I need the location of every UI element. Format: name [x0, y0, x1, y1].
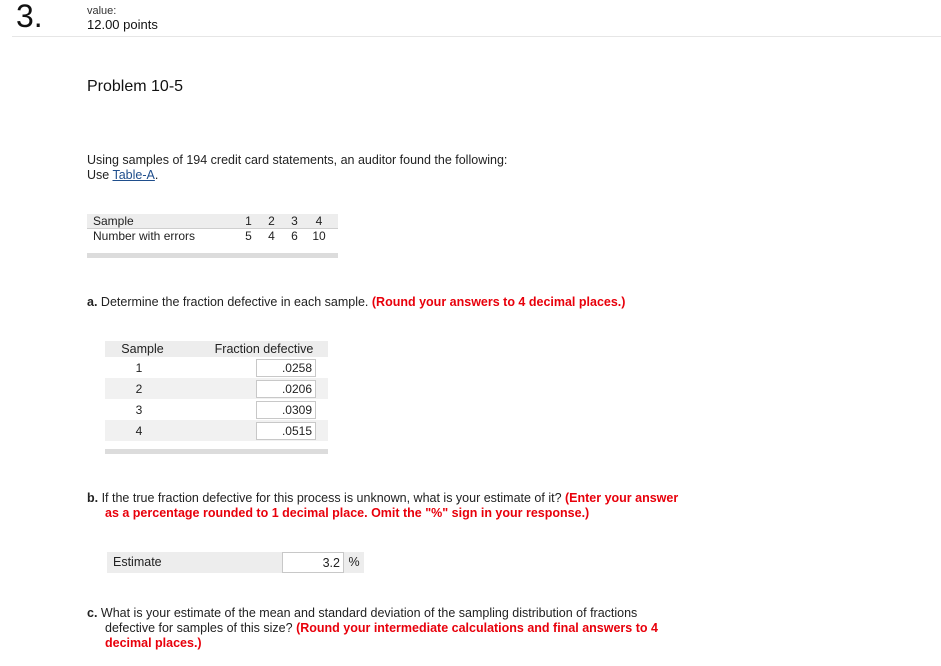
part-b-instruction: (Enter your answer — [565, 491, 679, 505]
part-b-label: b. — [87, 491, 99, 505]
errors-row-label: Number with errors — [93, 229, 196, 243]
errors-cell: 10 — [312, 229, 326, 243]
table-row — [105, 420, 328, 441]
part-b-question — [87, 491, 717, 521]
fraction-input-3[interactable] — [256, 401, 316, 419]
part-c-instruction: (Round your intermediate calculations and final answers to 4 — [296, 621, 658, 635]
sample-number: 3 — [135, 402, 143, 417]
fraction-defective-table — [105, 341, 328, 454]
sample-cell: 1 — [245, 214, 252, 228]
part-a-label: a. — [87, 295, 98, 309]
table-footer-bar — [87, 253, 338, 258]
table-row — [105, 399, 328, 420]
part-a-text: Determine the fraction defective in each sample. — [97, 295, 372, 309]
question-number: 3. — [16, 0, 43, 34]
sample-cell: 2 — [268, 214, 275, 228]
sample-number: 4 — [135, 423, 143, 438]
col-fraction-header: Fraction defective — [214, 342, 314, 356]
part-a-instruction: (Round your answers to 4 decimal places.) — [371, 295, 626, 309]
value-label: value: — [87, 5, 117, 17]
estimate-input[interactable] — [282, 552, 344, 573]
estimate-row — [107, 552, 364, 573]
percent-unit: % — [344, 552, 364, 573]
sample-cell: 3 — [291, 214, 298, 228]
estimate-label: Estimate — [107, 552, 282, 573]
col-sample-header: Sample — [121, 342, 164, 356]
problem-title: Problem 10-5 — [87, 78, 184, 95]
sample-number: 1 — [135, 360, 143, 375]
errors-cell: 4 — [268, 229, 275, 243]
errors-cell: 5 — [245, 229, 252, 243]
table-a-link[interactable]: Table-A — [112, 168, 155, 182]
table-footer-bar — [105, 449, 328, 454]
part-c-text: What is your estimate of the mean and standard deviation of the sampling distribution of fractions — [97, 606, 638, 620]
fraction-input-4[interactable] — [256, 422, 316, 440]
header-divider — [12, 36, 941, 37]
errors-cell: 6 — [291, 229, 298, 243]
intro-text — [87, 153, 507, 183]
use-prefix: Use — [87, 168, 113, 182]
fraction-input-2[interactable] — [256, 380, 316, 398]
part-b-instruction-cont: as a percentage rounded to 1 decimal place. Omit the "%" sign in your response.) — [105, 506, 590, 520]
errors-row — [87, 229, 338, 243]
part-a-question — [87, 295, 625, 309]
part-b-text: If the true fraction defective for this process is unknown, what is your estimate of it? — [98, 491, 565, 505]
fraction-table-header — [105, 341, 328, 357]
part-c-question — [87, 606, 705, 651]
sample-errors-table — [87, 214, 338, 258]
sample-cell: 4 — [315, 214, 323, 228]
points-value: 12.00 points — [87, 17, 158, 32]
sample-row — [87, 214, 338, 229]
part-c-label: c. — [87, 606, 98, 620]
table-row — [105, 357, 328, 378]
use-table-line — [87, 168, 507, 183]
sample-row-label: Sample — [93, 214, 134, 228]
fraction-input-1[interactable] — [256, 359, 316, 377]
table-row — [105, 378, 328, 399]
intro-line: Using samples of 194 credit card statements, an auditor found the following: — [87, 153, 508, 167]
sample-number: 2 — [135, 381, 143, 396]
part-c-instruction-cont: decimal places.) — [105, 636, 202, 650]
part-c-text-cont: defective for samples of this size? — [105, 621, 297, 635]
use-suffix: . — [154, 168, 159, 182]
